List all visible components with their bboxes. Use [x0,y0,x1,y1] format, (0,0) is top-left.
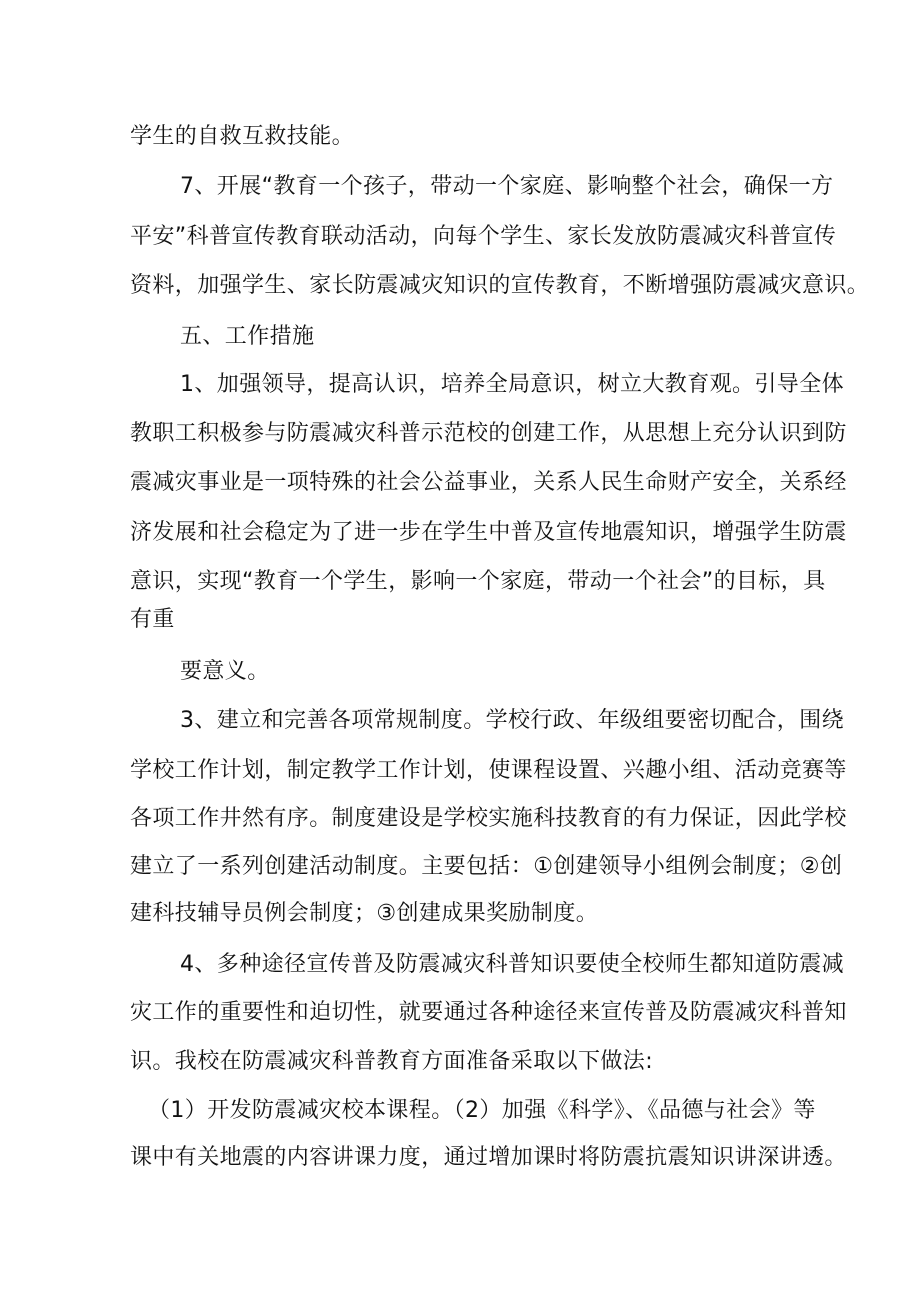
text-line: 震减灾事业是一项特殊的社会公益事业，关系人民生命财产安全，关系经 [130,470,847,495]
text-line: （1）开发防震减灾校本课程。（2）加强《科学》、《品德与社会》等 [148,1098,816,1123]
text-line: 学校工作计划，制定教学工作计划，使课程设置、兴趣小组、活动竞赛等 [130,758,847,783]
section-heading: 五、工作措施 [180,324,315,349]
text-line: 平安”科普宣传教育联动活动，向每个学生、家长发放防震减灾科普宣传 [130,224,837,249]
text-line: 济发展和社会稳定为了进一步在学生中普及宣传地震知识，增强学生防震 [130,520,847,545]
text-line: 识。我校在防震减灾科普教育方面准备采取以下做法: [130,1049,654,1074]
text-line: 意识，实现“教育一个学生，影响一个家庭，带动一个社会”的目标，具 [130,569,826,594]
text-line: 灾工作的重要性和迫切性，就要通过各种途径来宣传普及防震减灾科普知 [130,1000,847,1025]
text-line: 教职工积极参与防震减灾科普示范校的创建工作，从思想上充分认识到防 [130,421,847,446]
text-line: 有重 [130,607,175,632]
text-line: 7、开展“教育一个孩子，带动一个家庭、影响整个社会，确保一方 [180,174,834,199]
text-line: 课中有关地震的内容讲课力度，通过增加课时将防震抗震知识讲深讲透。 [130,1145,847,1170]
text-line: 建立了一系列创建活动制度。主要包括：①创建领导小组例会制度；②创 [130,854,843,879]
text-line: 各项工作井然有序。制度建设是学校实施科技教育的有力保证，因此学校 [130,806,847,831]
text-line: 4、多种途径宣传普及防震减灾科普知识要使全校师生都知道防震减 [180,952,844,977]
text-line: 要意义。 [180,659,270,684]
text-line: 3、建立和完善各项常规制度。学校行政、年级组要密切配合，围绕 [180,708,844,733]
text-line: 资料，加强学生、家长防震减灾知识的宣传教育，不断增强防震减灾意识。 [130,273,870,298]
text-line: 1、加强领导，提高认识，培养全局意识，树立大教育观。引导全体 [180,372,844,397]
text-line: 建科技辅导员例会制度；③创建成果奖励制度。 [130,901,599,926]
text-line: 学生的自救互救技能。 [130,124,355,149]
